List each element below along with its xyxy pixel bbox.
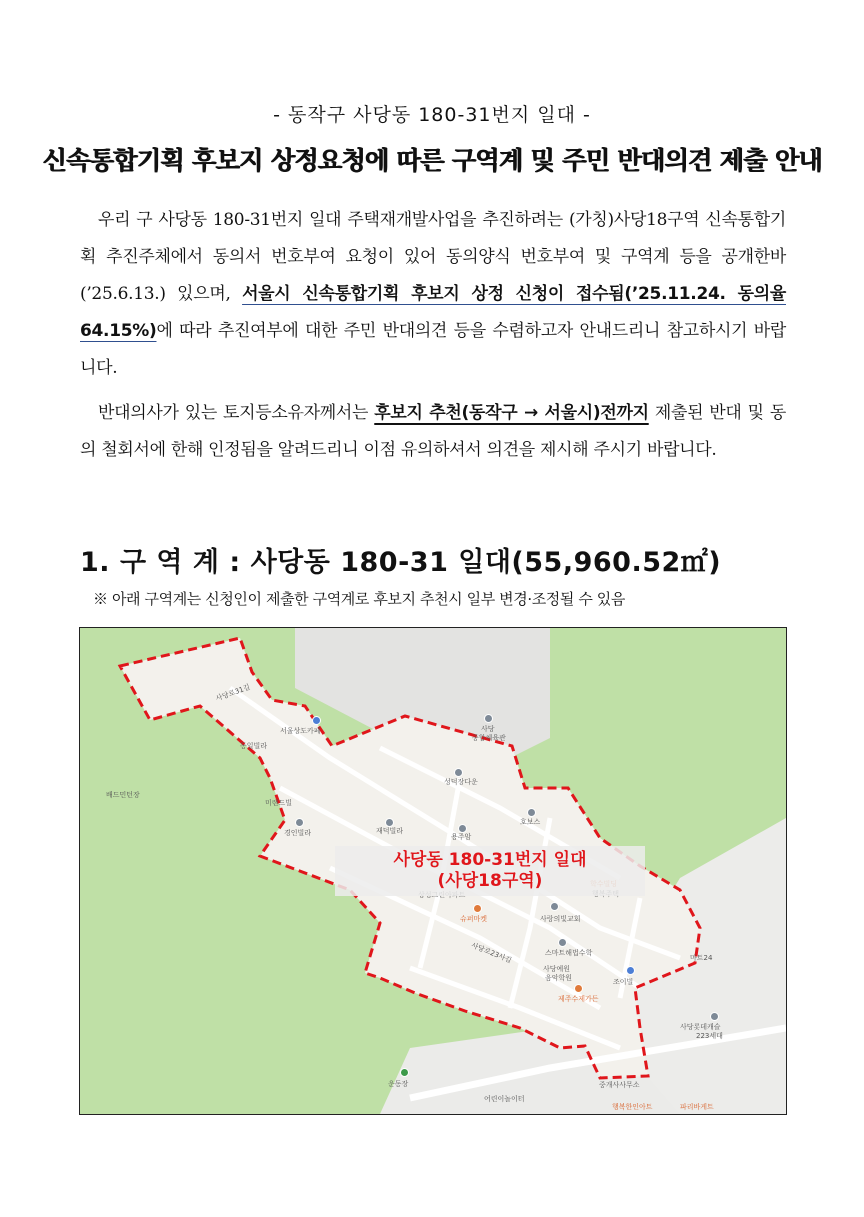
intro-p2-highlight: 후보지 추천(동작구 → 서울시)전까지 — [374, 403, 649, 423]
intro-p2-text: 반대의사가 있는 토지등소유자께서는 — [98, 403, 375, 423]
poi-label: 사당로31길 — [214, 683, 252, 703]
lotte-marker-icon — [710, 1012, 719, 1021]
apartment-marker-icon — [454, 768, 463, 777]
poi-label: 어린이놀이터 — [484, 1095, 525, 1103]
intro-paragraph-2 — [80, 395, 786, 469]
playground-marker-icon — [400, 1068, 409, 1077]
poi-label: 재덕빌라 — [376, 827, 404, 835]
poi-label: 사당로23사길 — [470, 941, 513, 965]
district-label-line2: (사당18구역) — [437, 871, 543, 891]
intro-p1-tail: 에 따라 추진여부에 대한 주민 반대의견 등을 수렴하고자 안내드리니 참고하시기 바랍니다. — [80, 321, 786, 378]
joy-marker-icon — [626, 966, 635, 975]
poi-label: 운동장 — [388, 1080, 409, 1088]
poi-label: 배드민턴장 — [106, 791, 140, 799]
restaurant-marker-icon — [574, 984, 583, 993]
intro-paragraph-1 — [80, 202, 786, 387]
district-label — [335, 846, 645, 896]
hobos-marker-icon — [527, 808, 536, 817]
poi-label: 종합체육관 — [472, 734, 506, 742]
poi-label: 서울상도카페 — [280, 727, 321, 735]
intro-p2-tail: 제출된 반대 및 동의 철회서에 한해 인정됨을 알려드리니 이점 유의하셔서 의견을 제시해 주시기 바랍니다. — [80, 403, 786, 460]
poi-label: 제주수제가든 — [558, 995, 599, 1003]
document-title: 신속통합기획 후보지 상정요청에 따른 구역계 및 주민 반대의견 제출 안내 — [42, 146, 822, 175]
supermarket-marker-icon — [473, 904, 482, 913]
poi-label: 행복한인아트 — [612, 1103, 653, 1111]
poi-label: 파리바게트 — [680, 1103, 714, 1111]
poi-label: 성덕장다운 — [444, 778, 478, 786]
academy-marker-icon — [558, 938, 567, 947]
poi-label: 사당예원 — [543, 965, 571, 973]
church-marker-icon — [550, 902, 559, 911]
villa-marker-icon — [295, 818, 304, 827]
section-note: ※ 아래 구역계는 신청인이 제출한 구역계로 후보지 추천시 일부 변경·조정될 수 있음 — [93, 590, 625, 608]
intro-p1-text: 우리 구 사당동 180-31번지 일대 주택재개발사업을 추진하려는 (가칭)사당18구역 신속통합기획 추진주체에서 동의서 번호부여 요청이 있어 동의양식 번호부여 및 구역계 등을 공개한바(’25.6.13.) 있으며, — [80, 210, 786, 304]
poi-label: 마트24 — [690, 954, 713, 962]
intro-p1-highlight: 서울시 신속통합기획 후보지 상정 신청이 접수됨(’25.11.24. 동의율 64.15%) — [80, 284, 786, 341]
poi-label: 용주암 — [451, 833, 472, 841]
poi-label: 사당 — [481, 725, 495, 733]
poi-label: 음악학원 — [545, 974, 573, 982]
poi-label: 경인빌라 — [284, 829, 312, 837]
poi-label: 미랜드빌 — [265, 799, 293, 807]
document-subtitle: - 동작구 사당동 180-31번지 일대 - — [273, 104, 591, 126]
section-heading: 1. 구 역 계 : 사당동 180-31 일대(55,960.52㎡) — [80, 547, 722, 578]
boundary-map — [79, 627, 787, 1115]
cafe-marker-icon — [312, 716, 321, 725]
poi-label: 동일빌라 — [240, 742, 268, 750]
poi-label: 호보스 — [520, 818, 541, 826]
poi-label: 사랑의빛교회 — [540, 915, 581, 923]
poi-label: 사당롯데캐슬 — [680, 1023, 721, 1031]
poi-label: 223세대 — [696, 1032, 723, 1040]
gym-marker-icon — [484, 714, 493, 723]
poi-label: 슈퍼마켓 — [460, 915, 488, 923]
poi-label: 스마트해법수학 — [545, 949, 593, 957]
district-label-line1: 사당동 180-31번지 일대 — [393, 850, 587, 870]
poi-label: 조이빌 — [613, 978, 634, 986]
poi-label: 중개사사무소 — [599, 1081, 640, 1089]
